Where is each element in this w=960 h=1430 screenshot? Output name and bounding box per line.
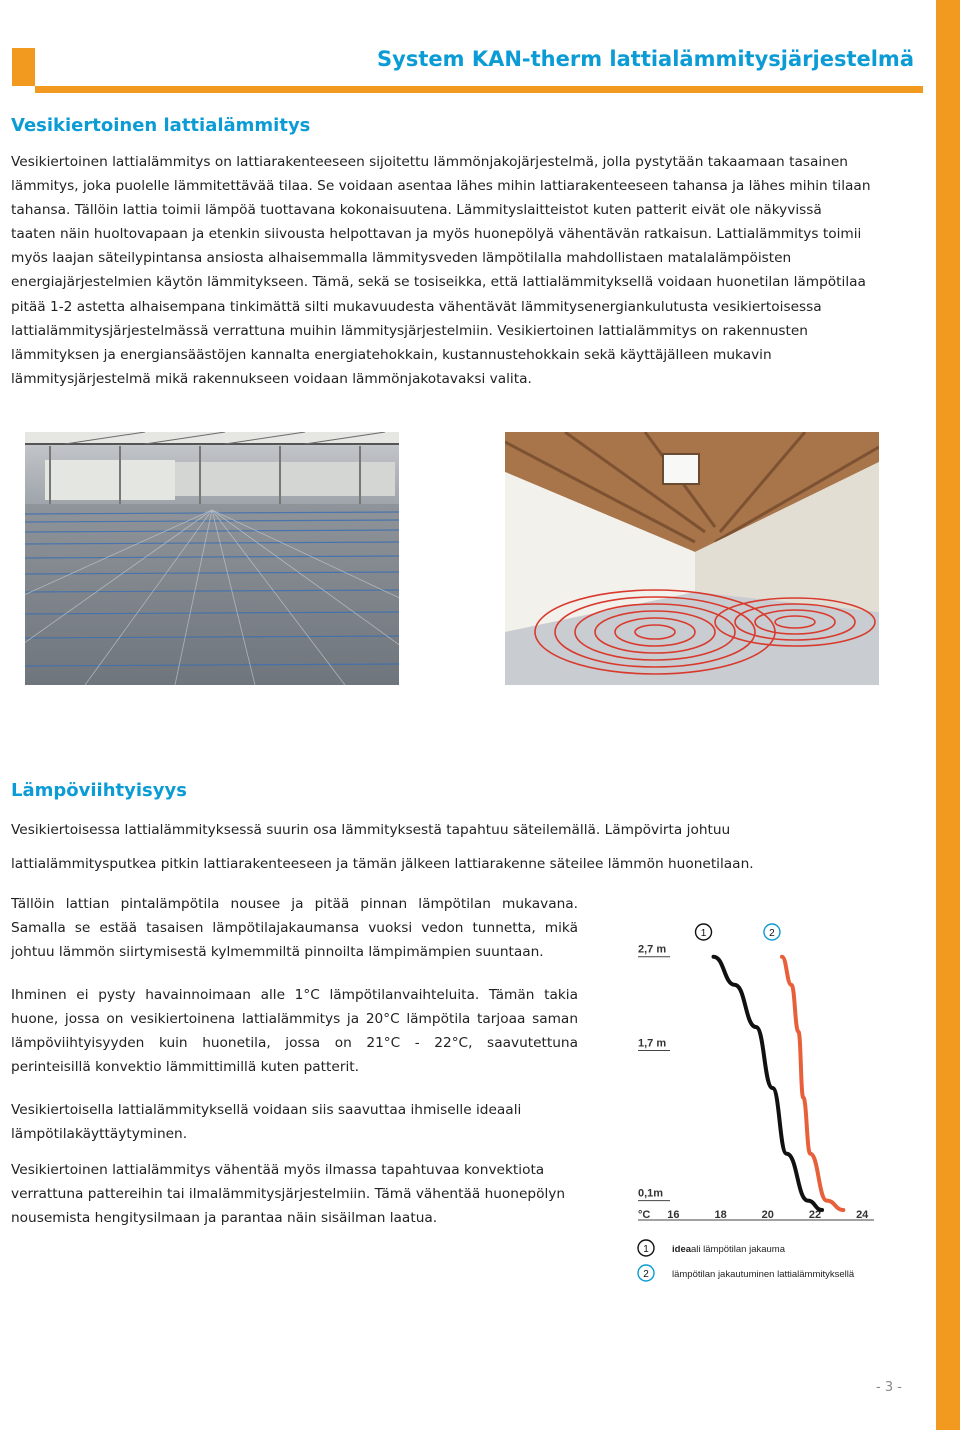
- x-tick-label: 18: [714, 1209, 727, 1221]
- warehouse-floor-photo: [25, 432, 399, 685]
- comfort-paragraph-5: Vesikiertoisella lattialämmityksellä voidaan siis saavuttaa ihmiselle ideaali lämpötilakäyttäytyminen.: [11, 1102, 522, 1143]
- section-heading-thermal-comfort: Lämpöviihtyisyys: [11, 780, 187, 801]
- y-tick-label: 2,7 m: [638, 943, 667, 956]
- intro-line: lattialämmitysjärjestelmässä verrattuna muihin lämmitysjärjestelmiin. Vesikiertoinen lattialämmitys on rakennusten: [11, 322, 808, 339]
- intro-line: energiajärjestelmien käytön lämmitykseen. Tämä, sekä se tosiseikka, että lattialämmityksellä voidaan huonetilan lämpötilaa: [11, 274, 866, 291]
- orange-side-bar: [936, 0, 960, 1430]
- comfort-paragraph-1: Vesikiertoisessa lattialämmityksessä suurin osa lämmityksestä tapahtuu säteilemällä. Lämpövirta johtuu: [11, 822, 731, 838]
- series-marker-label: 2: [769, 928, 775, 939]
- legend-text-rest: ali lämpötilan jakauma: [691, 1244, 786, 1255]
- legend-text: [672, 1269, 855, 1280]
- intro-paragraph: [11, 150, 921, 391]
- intro-line: lämmitysjärjestelmä mikä rakennukseen voidaan lämmönjakotavaksi valita.: [11, 370, 532, 387]
- attic-floor-photo: [505, 432, 879, 685]
- intro-line: pitää 1-2 astetta alhaisempana tinkimättä silti mukavuudesta vähentävät lämmitysenergiankulutusta vesikiertoisessa: [11, 298, 822, 315]
- comfort-paragraph-2: lattialämmitysputkea pitkin lattiarakenteeseen ja tämän jälkeen lattiarakenne säteilee lämmön huonetilaan.: [11, 856, 754, 872]
- series-marker-label: 1: [700, 928, 707, 939]
- x-tick-label: 20: [761, 1209, 774, 1221]
- intro-line: lämmitys, joka puolelle lämmitettävää tilaa. Se voidaan asentaa lähes mihin lattiarakenteeseen tahansa ja lähes mihin tilaan: [11, 178, 871, 195]
- y-tick-label: 1,7 m: [638, 1037, 667, 1050]
- legend-marker-label: 2: [643, 1269, 649, 1280]
- intro-line: Vesikiertoinen lattialämmitys on lattiarakenteeseen sijoitettu lämmönjakojärjestelmä, jolla pystytään takaamaan tasainen: [11, 154, 848, 170]
- page-number: - 3 -: [876, 1380, 902, 1395]
- section-heading-floor-heating: Vesikiertoinen lattialämmitys: [11, 115, 311, 136]
- x-tick-label: 24: [856, 1209, 869, 1221]
- y-tick-label: 0,1m: [638, 1187, 664, 1200]
- document-title: System KAN-therm lattialämmitysjärjestelmä: [377, 47, 914, 71]
- intro-line: tahansa. Tällöin lattia toimii lämpöä tuottavana kokonaisuutena. Lämmityslaitteistot kuten patterit eivät ole näkyvissä: [11, 202, 822, 219]
- x-tick-label: 16: [667, 1209, 680, 1221]
- legend-text-rest: lämpötilan jakautuminen lattialämmityksellä: [672, 1269, 855, 1280]
- intro-line: lämmityksen ja energiansäästöjen kannalta energiatehokkain, kustannustehokkain sekä käyttäjälleen mukavin: [11, 346, 772, 363]
- temperature-chart-svg: [626, 912, 882, 1282]
- legend-text-bold: idea: [672, 1244, 692, 1255]
- header-rule: [35, 86, 923, 93]
- legend-text: [672, 1244, 786, 1255]
- x-axis-unit: °C: [638, 1209, 651, 1221]
- intro-line: myös laajan säteilypintansa ansiosta alhaisemmalla lämmitysveden lämpötilalla mahdollistaen matalalämpöisten: [11, 250, 792, 267]
- header-accent-square: [12, 48, 35, 86]
- legend-marker-label: 1: [643, 1244, 649, 1255]
- series-line-1: [714, 957, 823, 1210]
- intro-line: taaten näin huoltovapaan ja etenkin siivousta helpottavan ja myös huonepölyä vähentävän ratkaisun. Lattialämmitys toimii: [11, 226, 862, 243]
- comfort-paragraph-6: Vesikiertoinen lattialämmitys vähentää myös ilmassa tapahtuvaa konvektiota verrattuna pattereihin tai ilmalämmitysjärjestelmiin. Tämä vähentää huonepölyn nousemista hengitysilmaan ja parantaa näin sisäilman laatua.: [11, 1162, 566, 1227]
- comfort-paragraph-3: Tällöin lattian pintalämpötila nousee ja pitää pinnan lämpötilan mukavana. Samalla se estää tasaisen lämpötilajakaumansa vuoksi vedon tunnetta, mikä johtuu lämmön siirtymisestä kylmemmiltä pinnoilta lämpimämpien suuntaan.: [11, 896, 578, 961]
- temperature-profile-chart: [626, 912, 882, 1282]
- comfort-paragraph-4: Ihminen ei pysty havainnoimaan alle 1°C lämpötilanvaihteluita. Tämän takia huone, jossa on vesikiertoinena lattialämmitys ja 20°C lämpötila tarjoaa saman lämpöviihtyisyyden kuin huonetila, jossa on 21°C - 22°C, saavutettuna perinteisillä konvektio lämmittimillä kuten patterit.: [11, 987, 578, 1076]
- x-tick-label: 22: [808, 1209, 822, 1221]
- series-line-2: [782, 957, 843, 1210]
